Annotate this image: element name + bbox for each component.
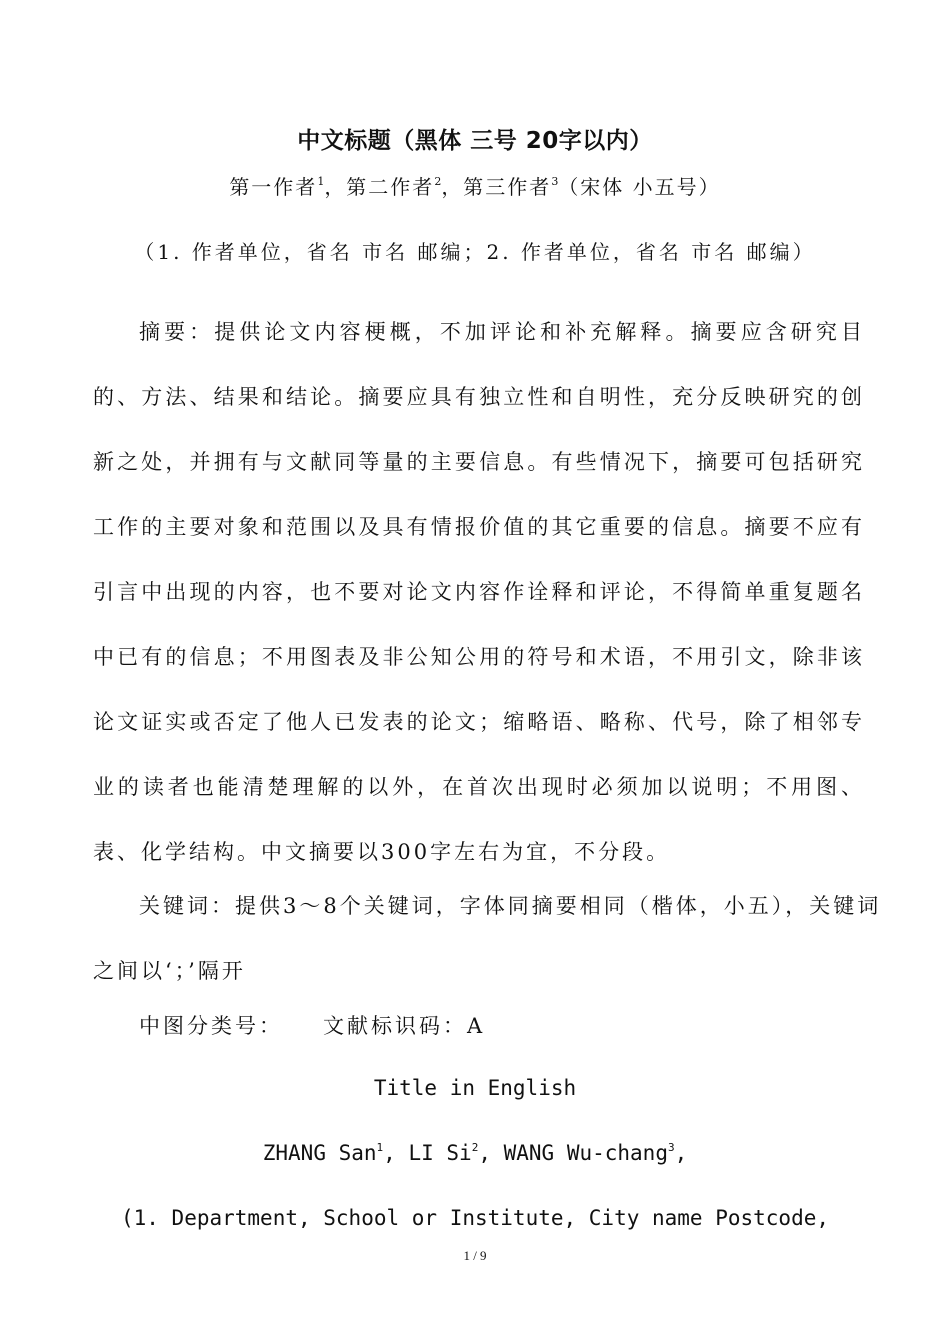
author-font-note: （宋体 小五号） xyxy=(558,175,721,199)
document-code: 文献标识码：A xyxy=(323,1014,486,1038)
classification-line xyxy=(139,1010,485,1040)
author-1-affil-mark: 1 xyxy=(317,175,325,188)
author-3: ，第三作者 xyxy=(441,175,552,199)
abstract-paragraph: 摘要：提供论文内容梗概，不加评论和补充解释。摘要应含研究目的、方法、结果和结论。摘要应具有独立性和自明性，充分反映研究的创新之处，并拥有与文献同等量的主要信息。有些情况下，摘要可包括研究工作的主要对象和范围以及具有情报价值的其它重要的信息。摘要不应有引言中出现的内容，也不要对论文内容作诠释和评论，不得简单重复题名中已有的信息；不用图表及非公知公用的符号和术语，不用引文，除非该论文证实或否定了他人已发表的论文；缩略语、略称、代号，除了相邻专业的读者也能清楚理解的以外，在首次出现时必须加以说明；不用图、表、化学结构。中文摘要以300字左右为宜，不分段。 xyxy=(93,320,865,864)
author-2-affil-mark: 2 xyxy=(434,175,442,188)
en-author-1-mark: 1 xyxy=(376,1141,384,1154)
clc-label: 中图分类号： xyxy=(139,1014,283,1038)
paper-title: 中文标题（黑体 三号 20字以内） xyxy=(297,128,653,154)
affiliation-line: （1. 作者单位，省名 市名 邮编；2. 作者单位，省名 市名 邮编） xyxy=(134,240,816,264)
author-1: 第一作者 xyxy=(229,175,318,199)
page-number: 1 / 9 xyxy=(463,1248,487,1263)
english-title: Title in English xyxy=(373,1076,577,1100)
en-author-2-mark: 2 xyxy=(471,1141,479,1154)
en-author-1: ZHANG San xyxy=(262,1141,377,1165)
author-2: ，第二作者 xyxy=(324,175,435,199)
english-affiliation: (1. Department, School or Institute, City name Postcode, xyxy=(120,1206,829,1230)
english-author-line xyxy=(0,1141,950,1165)
en-author-3-mark: 3 xyxy=(667,1141,675,1154)
en-author-3: , WANG Wu-chang xyxy=(478,1141,668,1165)
keywords-paragraph: 关键词：提供3～8个关键词，字体同摘要相同（楷体，小五），关键词之间以‘；’隔开 xyxy=(93,894,882,983)
author-line xyxy=(0,171,950,200)
author-3-affil-mark: 3 xyxy=(551,175,559,188)
en-author-tail: , xyxy=(674,1141,688,1165)
en-author-2: , LI Si xyxy=(383,1141,472,1165)
